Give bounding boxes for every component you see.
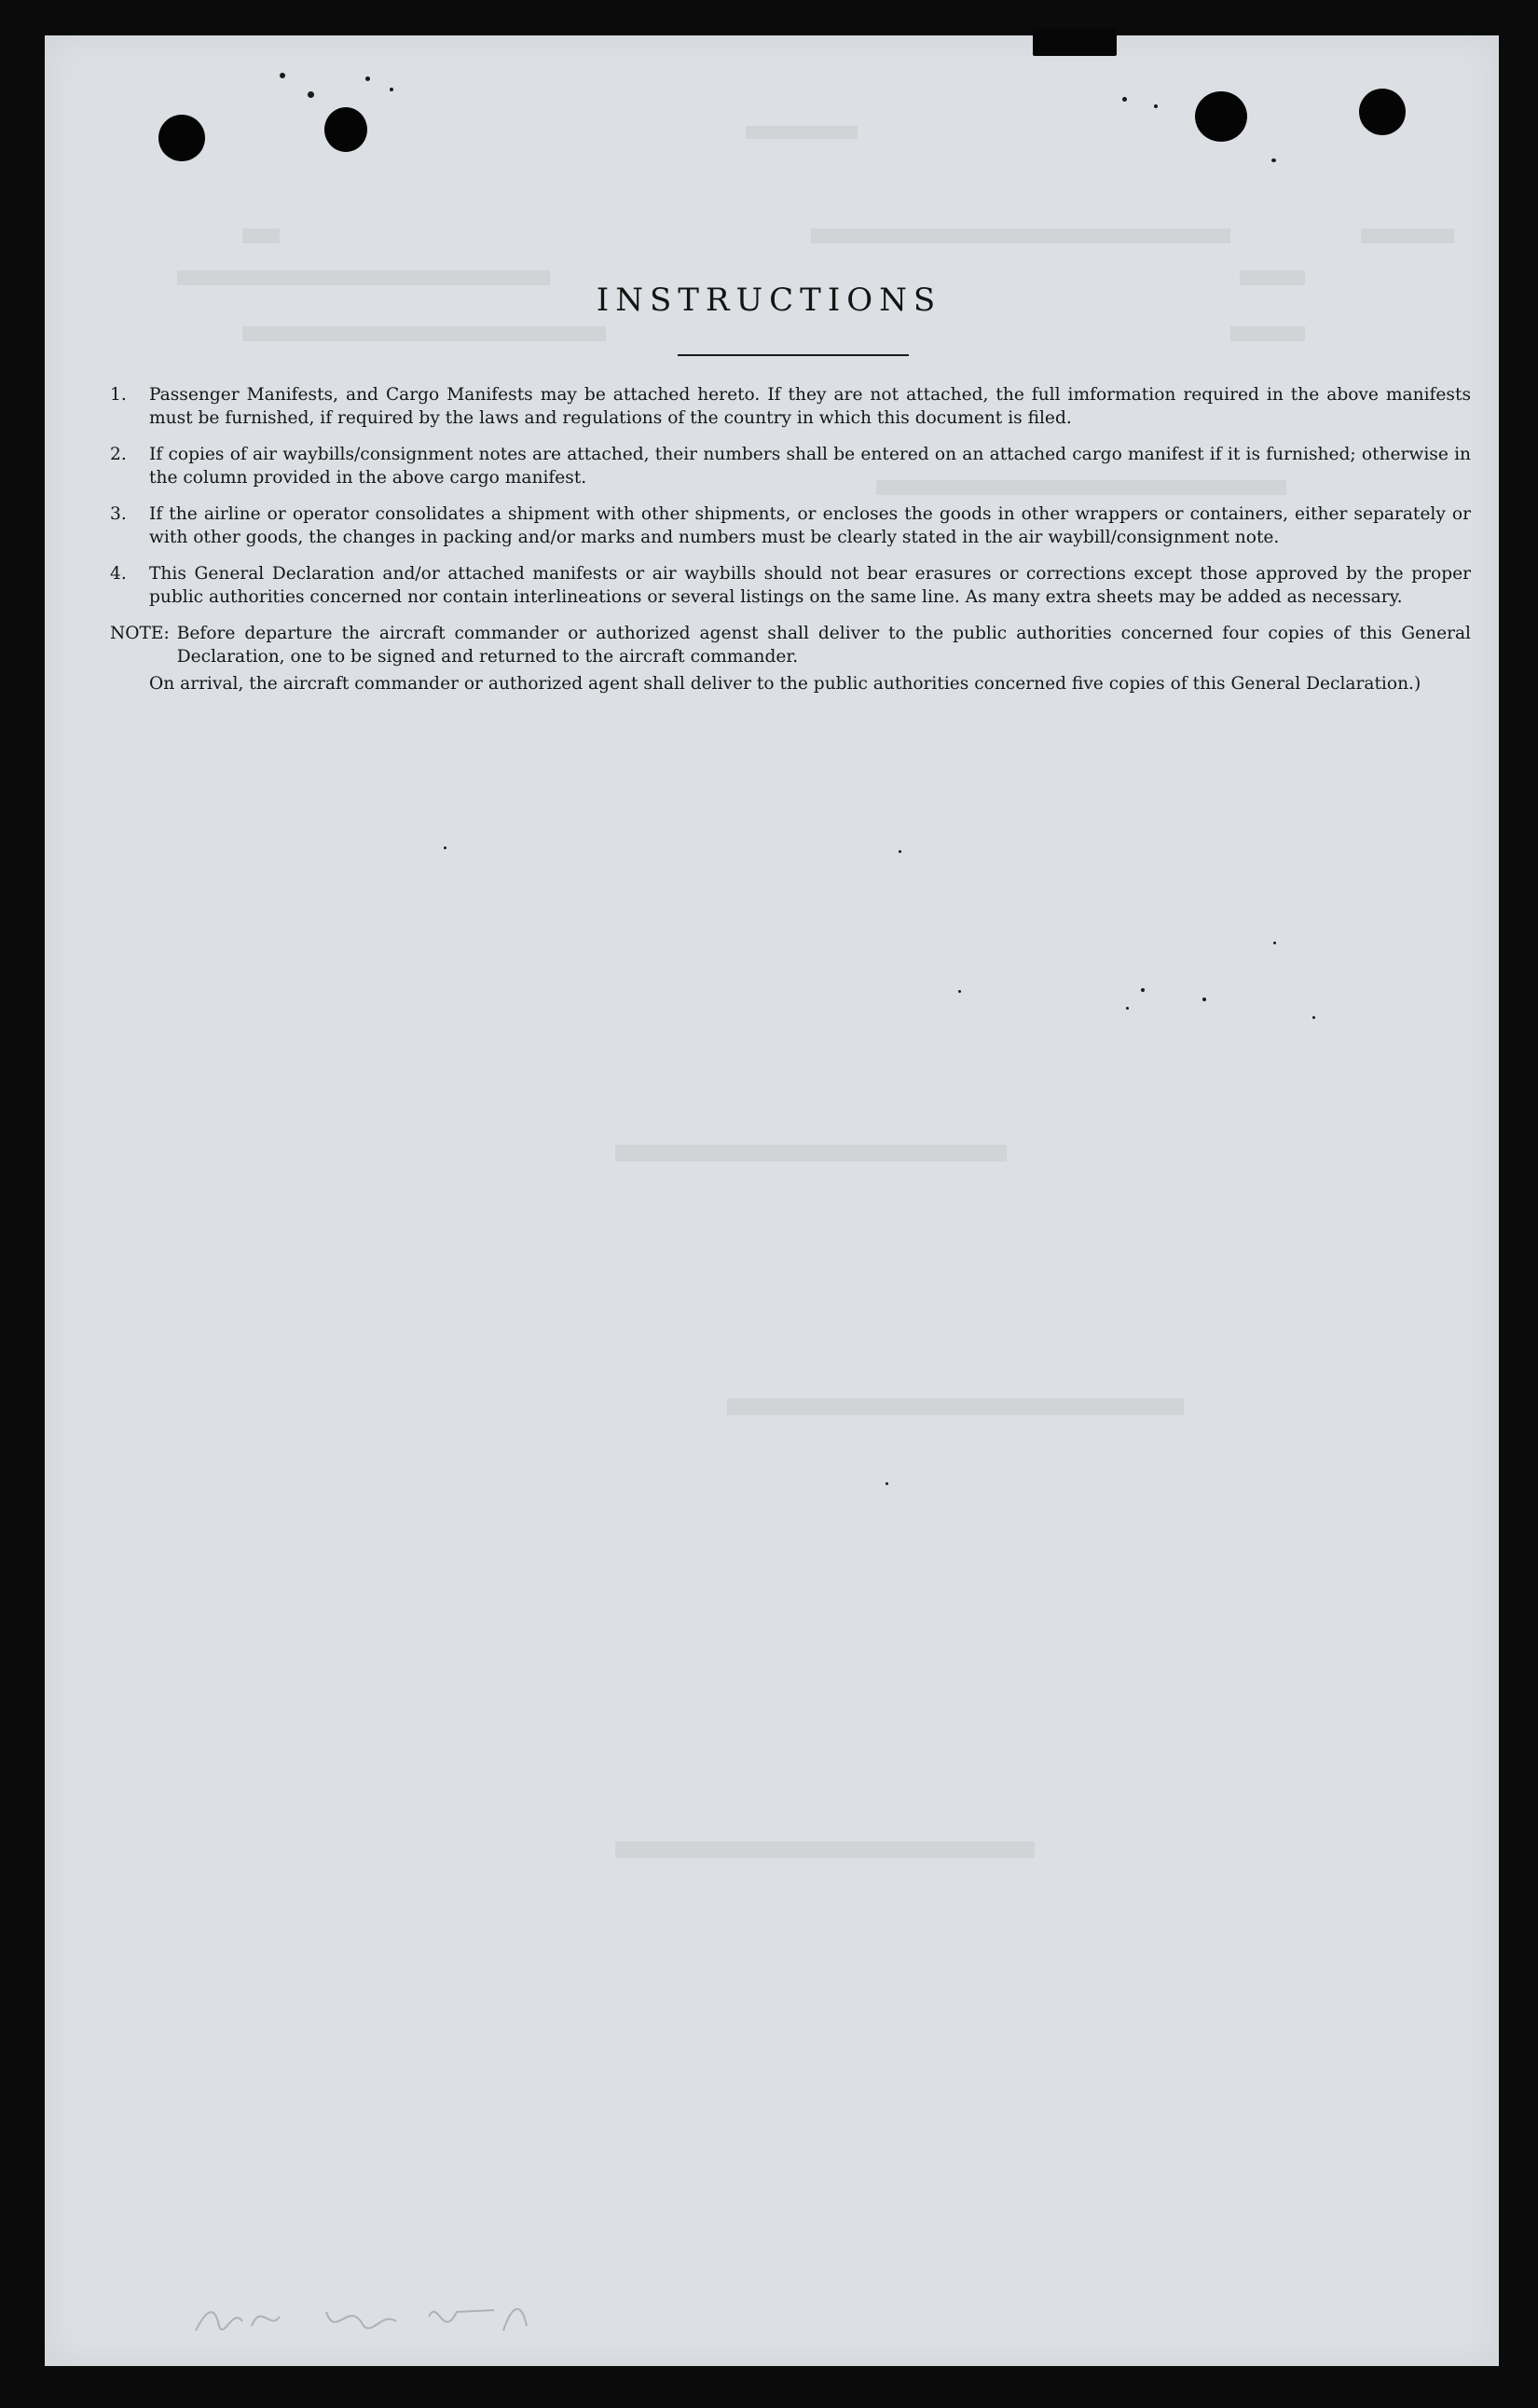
ink-speck [1202, 998, 1206, 1001]
instruction-item [110, 563, 1471, 609]
punch-hole-icon [158, 115, 205, 161]
edge-mark [1033, 28, 1117, 56]
punch-hole-icon [1195, 91, 1247, 142]
punch-hole-icon [324, 107, 367, 152]
instruction-text: This General Declaration and/or attached manifests or air waybills should not bear erasures or corrections except those approved by the proper public authorities concerned nor contain interlineations or several listings on the same line. As many extra sheets may be added as necessary. [149, 564, 1471, 607]
instruction-number: 3. [110, 504, 127, 524]
ink-speck [390, 88, 393, 91]
instruction-number: 1. [110, 385, 127, 405]
ink-speck [1126, 1007, 1129, 1010]
instruction-text: Passenger Manifests, and Cargo Manifests may be attached hereto. If they are not attached, the full imformation required in the above manifests must be furnished, if required by the laws and regulations of the country in which this document is filed. [149, 385, 1471, 428]
ink-speck [958, 990, 961, 993]
instruction-text: If copies of air waybills/consignment notes are attached, their numbers shall be entered on an attached cargo manifest if it is furnished; otherwise in the column provided in the above cargo manifest. [149, 445, 1471, 488]
document-title: INSTRUCTIONS [596, 282, 942, 319]
note-block [110, 623, 1471, 668]
ink-speck [1273, 942, 1276, 944]
instruction-item [110, 503, 1471, 549]
handwritten-signature-icon [186, 2275, 578, 2349]
instruction-number: 2. [110, 445, 127, 464]
note-text: Before departure the aircraft commander or authorized agenst shall deliver to the public authorities concerned four copies of this General Declaration, one to be signed and returned to the aircraft commander. [176, 624, 1471, 667]
ink-speck [1141, 988, 1145, 992]
instruction-item [110, 444, 1471, 489]
ink-speck [886, 1482, 888, 1485]
instruction-number: 4. [110, 564, 127, 584]
ink-speck [444, 846, 446, 849]
ink-speck [308, 91, 314, 98]
ink-speck [1312, 1016, 1315, 1019]
title-underline [678, 354, 909, 356]
ink-speck [280, 73, 285, 78]
note-label: NOTE: [110, 624, 170, 643]
instruction-text: If the airline or operator consolidates a shipment with other shipments, or encloses the goods in other wrappers or containers, either separately or with other goods, the changes in packing and/or marks and numbers must be clearly stated in the air waybill/consignment note. [149, 504, 1471, 547]
ink-speck [1271, 158, 1276, 162]
ink-speck [1122, 97, 1127, 102]
ink-speck [1154, 104, 1158, 108]
ink-speck [899, 850, 901, 853]
punch-hole-icon [1359, 89, 1406, 135]
instructions-list [110, 384, 1471, 696]
note-continuation: On arrival, the aircraft commander or authorized agent shall deliver to the public authorities concerned five copies of this General Declaration.) [149, 674, 1421, 694]
ink-speck [365, 76, 370, 81]
instruction-item [110, 384, 1471, 430]
